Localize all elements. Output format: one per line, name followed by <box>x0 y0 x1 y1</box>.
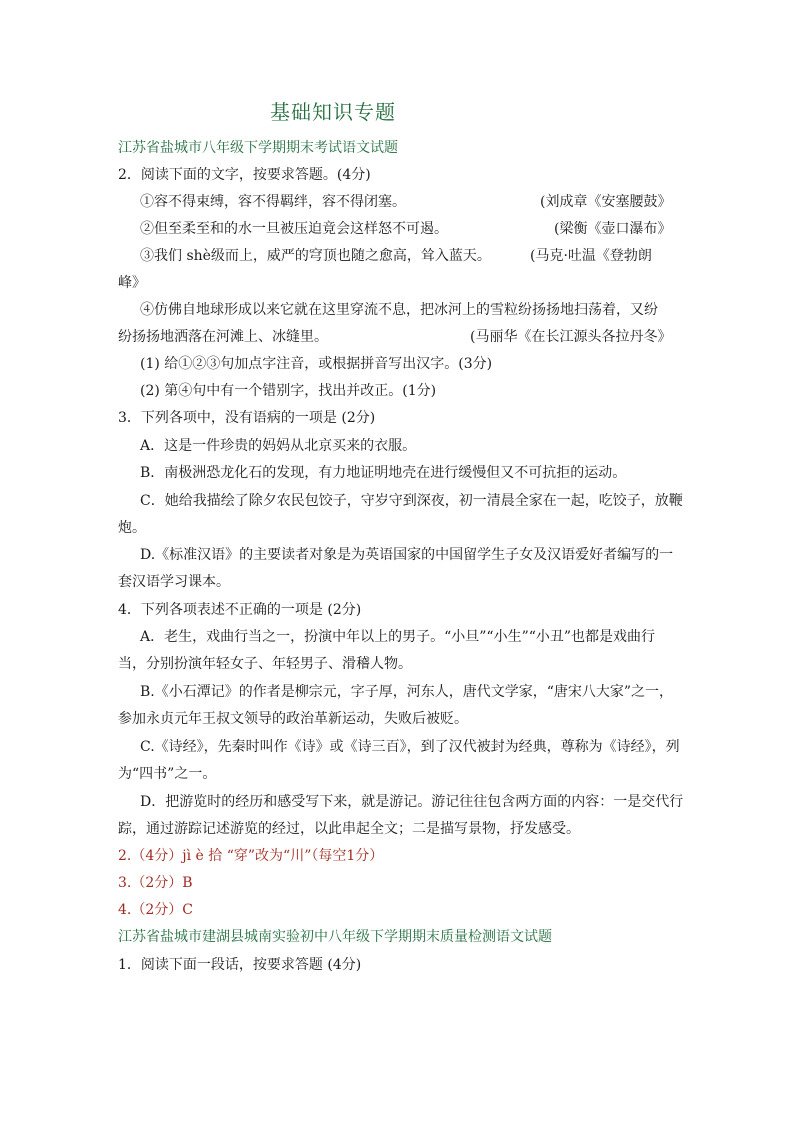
section-heading-2: 江苏省盐城市建湖县城南实验初中八年级下学期期末质量检测语文试题 <box>118 929 552 945</box>
q3-option-c-line2: 炮。 <box>118 520 146 536</box>
q2-item-4-line1: ④仿佛自地球形成以来它就在这里穿流不息，把冰河上的雪粒纷扬扬地扫荡着，又纷 <box>140 302 658 318</box>
q2-item-2: ②但至柔至和的水一旦被压迫竟会这样怒不可遏。 <box>140 221 448 237</box>
q3-option-b: B．南极洲恐龙化石的发现，有力地证明地壳在进行缓慢但又不可抗拒的运动。 <box>140 465 627 481</box>
q4-option-a-line1: A．老生，戏曲行当之一，扮演中年以上的男子。“小旦”“小生”“小丑”也都是戏曲行 <box>140 629 656 645</box>
q2-item-4-line2: 纷扬扬地洒落在河滩上、冰缝里。 <box>118 329 328 345</box>
q2-item-1-source: (刘成章《安塞腰鼓》 <box>540 194 672 210</box>
page-title: 基础知识专题 <box>270 100 396 124</box>
q4-option-a-line2: 当，分别扮演年轻女子、年轻男子、滑稽人物。 <box>118 656 412 672</box>
q4-option-d-line1: D．把游览时的经历和感受写下来，就是游记。游记往往包含两方面的内容：一是交代行 <box>140 794 684 810</box>
q3-option-a: A．这是一件珍贵的妈妈从北京买来的衣服。 <box>140 438 417 454</box>
question-4-stem: 4．下列各项表述不正确的一项是 (2分) <box>118 602 362 618</box>
q2-item-4-source: (马丽华《在长江源头各拉丹冬》 <box>470 329 672 345</box>
q2-sub-1: (1) 给①②③句加点字注音，或根据拼音写出汉字。(3分) <box>140 356 493 372</box>
q3-option-d-line2: 套汉语学习课本。 <box>118 574 230 590</box>
q3-option-c-line1: C．她给我描绘了除夕农民包饺子，守岁守到深夜，初一清晨全家在一起，吃饺子，放鞭 <box>140 493 683 509</box>
q4-option-d-line2: 踪，通过游踪记述游览的经过，以此串起全文；二是描写景物，抒发感受。 <box>118 821 580 837</box>
q2-item-3-source: (马克·吐温《登勃朗 <box>530 248 652 264</box>
q3-option-d-line1: D.《标准汉语》的主要读者对象是为英语国家的中国留学生子女及汉语爱好者编写的一 <box>140 547 674 563</box>
q4-option-b-line2: 参加永贞元年王叔文领导的政治革新运动，失败后被贬。 <box>118 711 468 727</box>
q2-sub-2: (2) 第④句中有一个错别字，找出并改正。(1分) <box>140 383 437 399</box>
q4-option-b-line1: B.《小石潭记》的作者是柳宗元，字子厚，河东人，唐代文学家，“唐宋八大家”之一， <box>140 684 674 700</box>
question-2-stem: 2．阅读下面的文字，按要求答题。(4分) <box>118 167 371 183</box>
q4-option-c-line1: C.《诗经》，先秦时叫作《诗》或《诗三百》，到了汉代被封为经典，尊称为《诗经》，列 <box>140 739 680 755</box>
q2-item-1: ①容不得束缚，容不得羁绊，容不得闭塞。 <box>140 194 406 210</box>
q2-item-2-source: (梁衡《壶口瀑布》 <box>554 221 672 237</box>
q2-item-3: ③我们 shè级而上，威严的穹顶也随之愈高，耸入蓝天。 <box>140 248 491 264</box>
question-3-stem: 3．下列各项中，没有语病的一项是 (2分) <box>118 410 376 426</box>
q2-item-3-source-cont: 峰》 <box>118 275 146 291</box>
answer-q4: 4.（2分）C <box>118 902 193 918</box>
section-heading-1: 江苏省盐城市八年级下学期期末考试语文试题 <box>118 140 398 156</box>
section2-question-1: 1．阅读下面一段话，按要求答题 (4分) <box>118 957 362 973</box>
q4-option-c-line2: 为“四书”之一。 <box>118 766 217 782</box>
answer-q3: 3.（2分）B <box>118 875 193 891</box>
answer-q2: 2.（4分）jì è 拾 “穿”改为“川”（每空1分） <box>118 848 384 864</box>
